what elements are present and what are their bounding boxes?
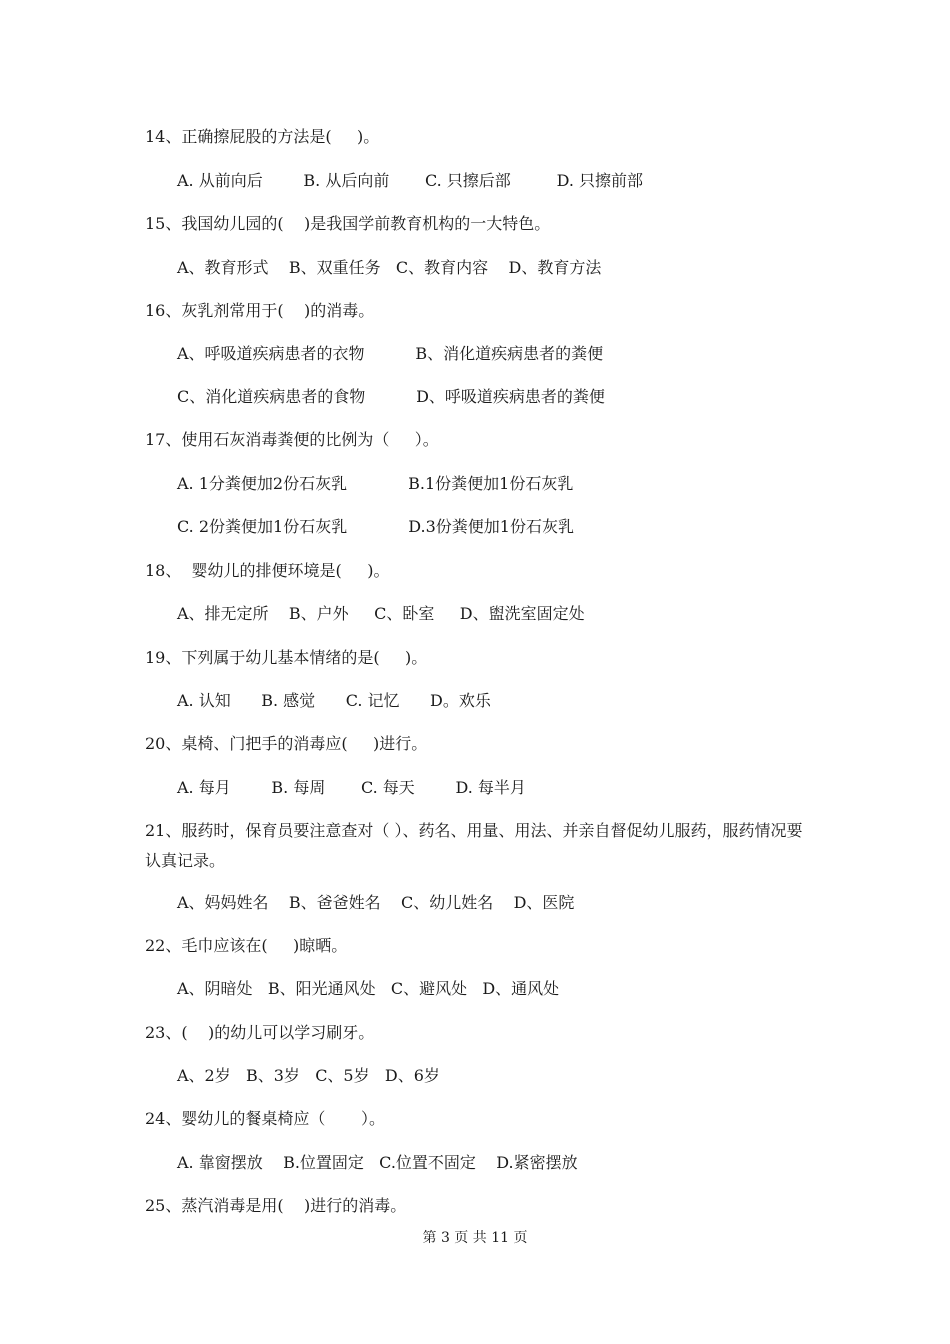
question-19-options: A. 认知 B. 感觉 C. 记忆 D。欢乐	[177, 691, 491, 710]
question-24-options: A. 靠窗摆放 B.位置固定 C.位置不固定 D.紧密摆放	[177, 1153, 578, 1172]
question-15: 15、我国幼儿园的( )是我国学前教育机构的一大特色。	[145, 214, 551, 233]
question-17-options-2: C. 2份粪便加1份石灰乳 D.3份粪便加1份石灰乳	[177, 517, 574, 536]
question-22-options: A、阴暗处 B、阳光通风处 C、避风处 D、通风处	[177, 979, 560, 998]
question-25: 25、蒸汽消毒是用( )进行的消毒。	[145, 1196, 407, 1215]
question-21: 21、服药时，保育员要注意查对（ ）、药名、用量、用法、并亲自督促幼儿服药，服药情况要认真记录。	[145, 821, 803, 870]
question-23-options: A、2岁 B、3岁 C、5岁 D、6岁	[177, 1066, 440, 1085]
question-18: 18、 婴幼儿的排便环境是( )。	[145, 561, 390, 580]
page-number-footer: 第 3 页 共 11 页	[422, 1230, 528, 1246]
question-17-options-1: A. 1分粪便加2份石灰乳 B.1份粪便加1份石灰乳	[177, 474, 574, 493]
question-14-options: A. 从前向后 B. 从后向前 C. 只擦后部 D. 只擦前部	[177, 171, 643, 190]
question-16: 16、灰乳剂常用于( )的消毒。	[145, 301, 375, 320]
question-16-options-1: A、呼吸道疾病患者的衣物 B、消化道疾病患者的粪便	[177, 344, 604, 363]
question-17: 17、使用石灰消毒粪便的比例为（ ）。	[145, 430, 439, 449]
question-18-options: A、排无定所 B、户外 C、卧室 D、盥洗室固定处	[177, 604, 585, 623]
question-23: 23、( )的幼儿可以学习刷牙。	[145, 1023, 375, 1042]
question-16-options-2: C、消化道疾病患者的食物 D、呼吸道疾病患者的粪便	[177, 387, 605, 406]
question-19: 19、下列属于幼儿基本情绪的是( )。	[145, 648, 428, 667]
question-14: 14、正确擦屁股的方法是( )。	[145, 127, 380, 146]
question-20-options: A. 每月 B. 每周 C. 每天 D. 每半月	[177, 778, 526, 797]
question-20: 20、桌椅、门把手的消毒应( )进行。	[145, 734, 428, 753]
question-15-options: A、教育形式 B、双重任务 C、教育内容 D、教育方法	[177, 258, 602, 277]
question-21-options: A、妈妈姓名 B、爸爸姓名 C、幼儿姓名 D、医院	[177, 893, 575, 912]
question-22: 22、毛巾应该在( )晾晒。	[145, 936, 348, 955]
question-24: 24、婴幼儿的餐桌椅应（ ）。	[145, 1109, 385, 1128]
